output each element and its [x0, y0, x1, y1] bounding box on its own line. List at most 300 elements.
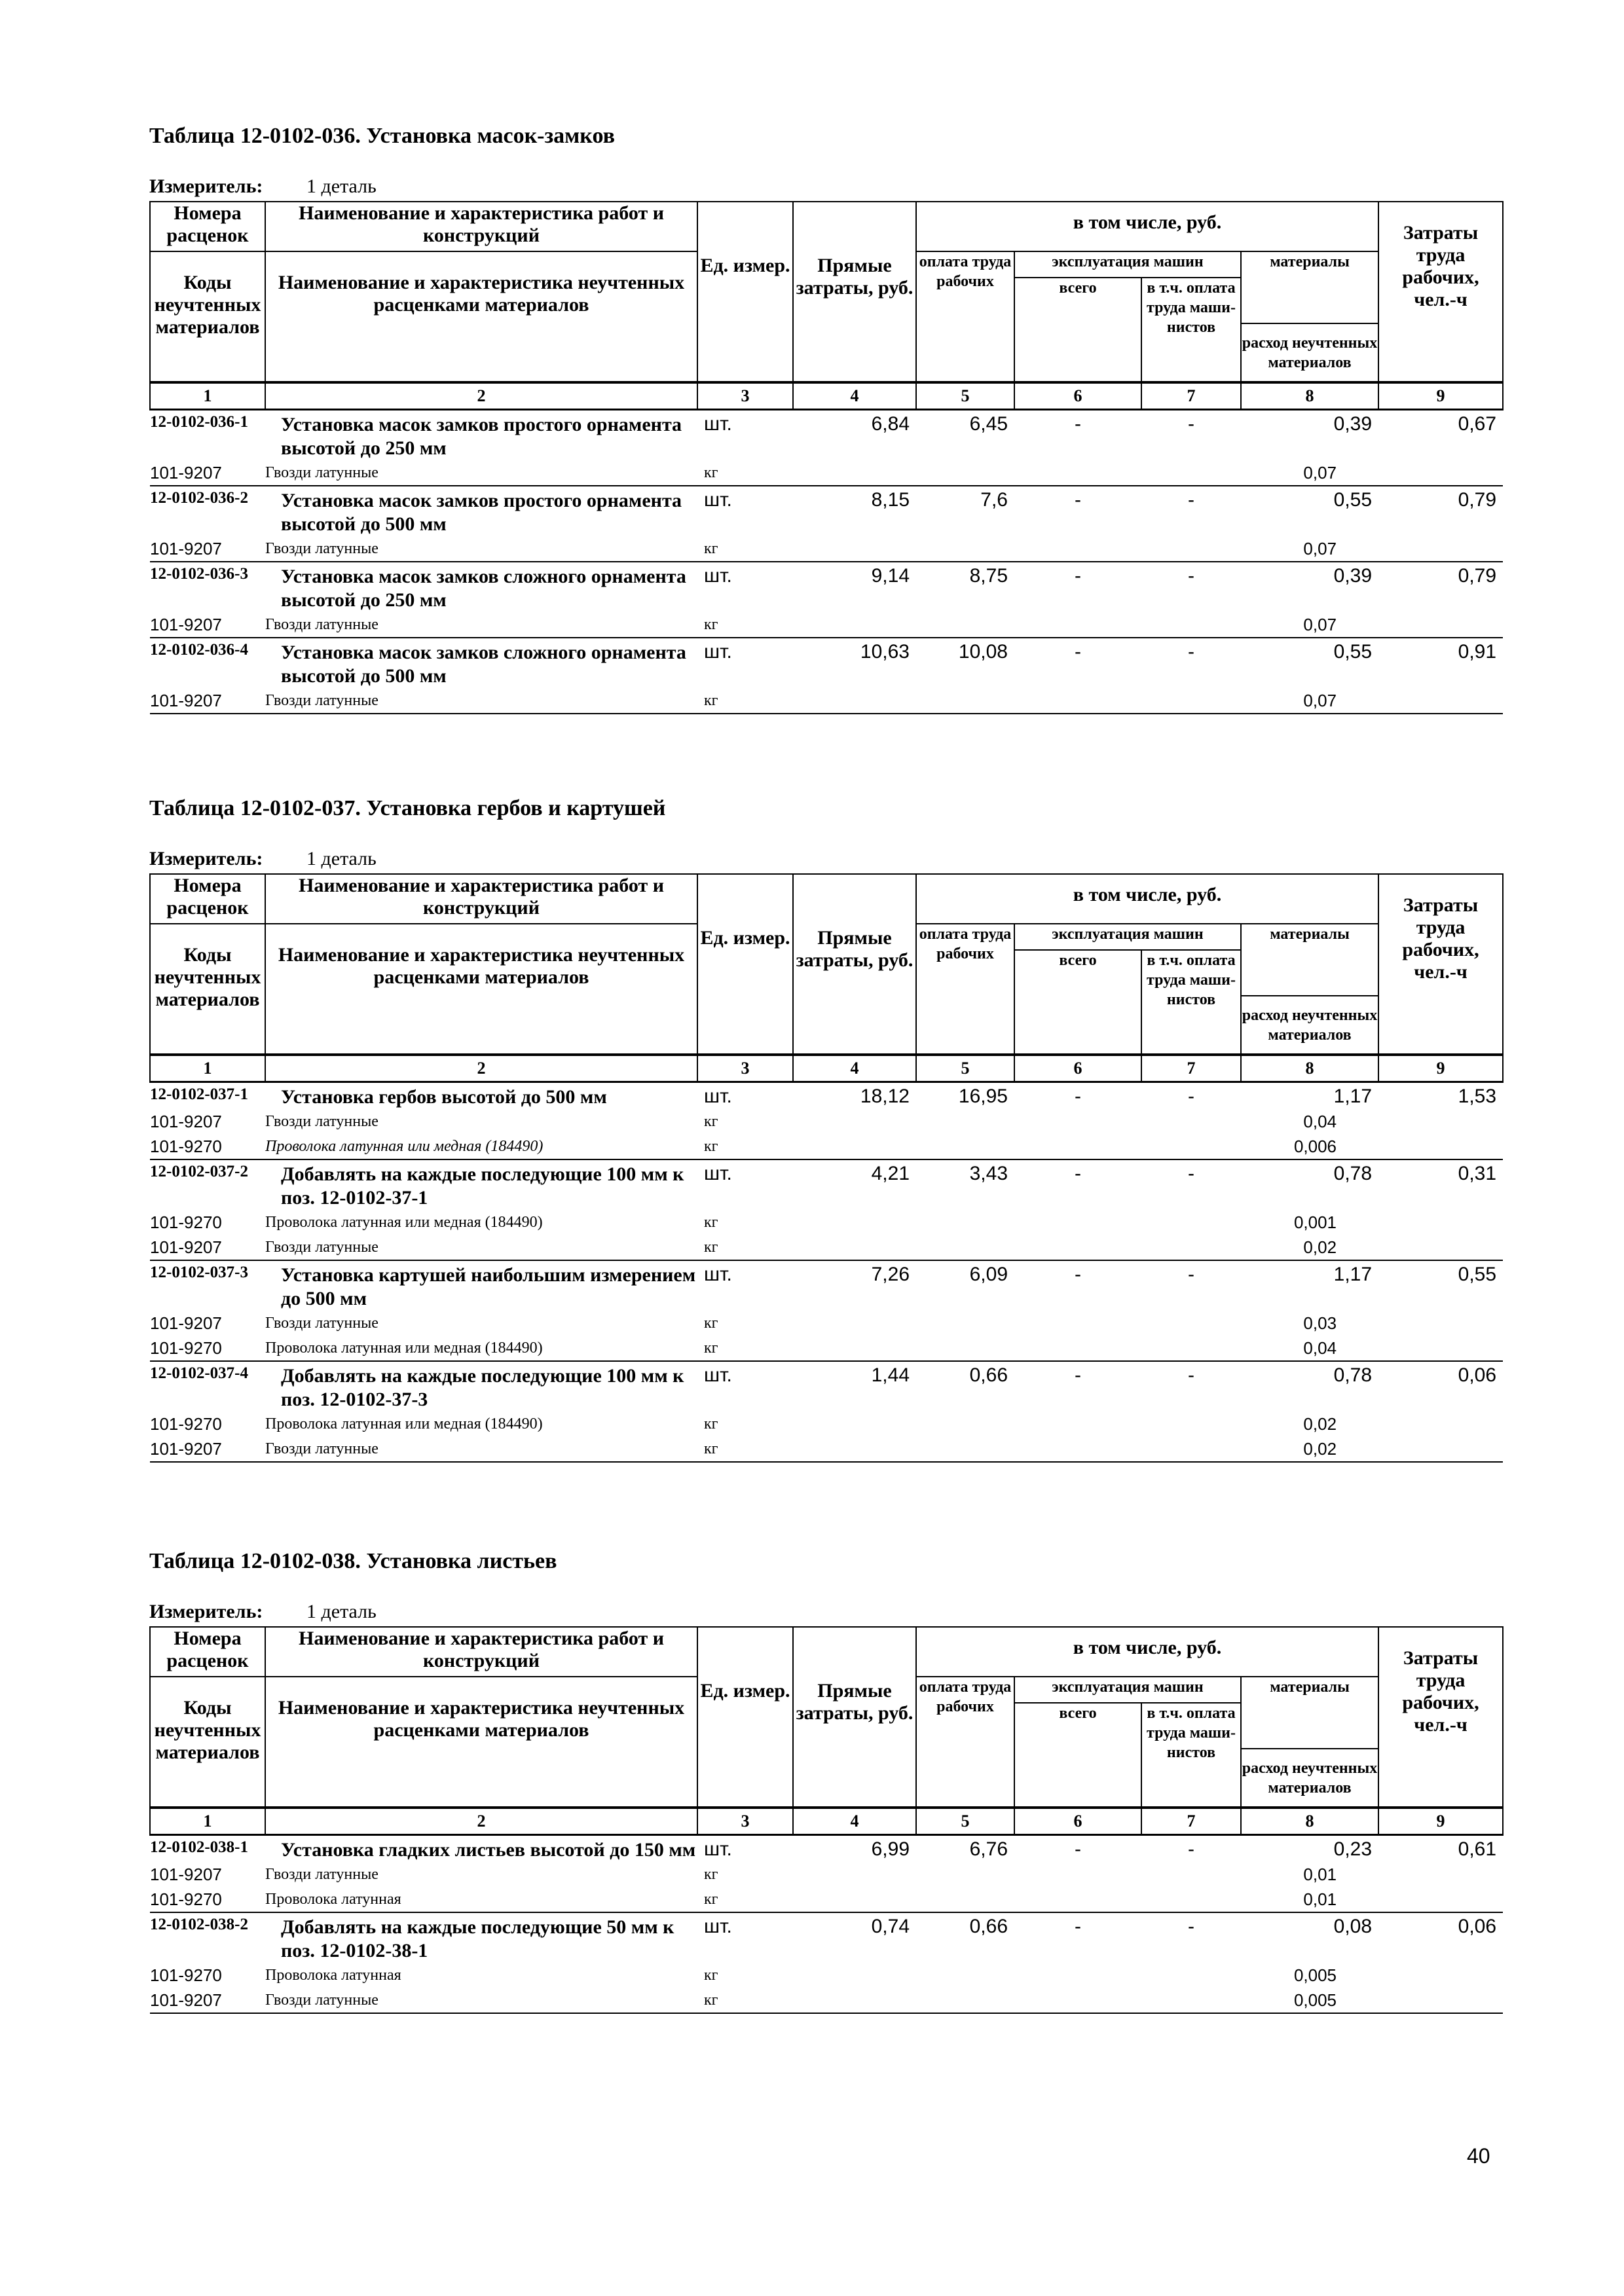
machines-total: -	[1075, 1264, 1081, 1285]
labor-hours: 1,53	[1458, 1085, 1497, 1107]
column-number: 4	[793, 1055, 916, 1082]
material-name: Проволока латунная или медная (184490)	[265, 1134, 697, 1159]
material-blank	[1378, 536, 1503, 562]
hdr-machines: эксплуатация машин	[1014, 251, 1241, 278]
rate-row	[150, 486, 1503, 536]
hdr-name-bottom: Наименование и характеристика неучтенных расценками материалов	[265, 251, 697, 382]
material-name: Гвозди латунные	[265, 460, 697, 486]
material-name: Гвозди латунные	[265, 1235, 697, 1260]
material-usage: 0,005	[1293, 1965, 1337, 1985]
rate-row	[150, 562, 1503, 612]
rate-code: 12-0102-036-3	[150, 565, 248, 583]
material-usage: 0,001	[1293, 1212, 1337, 1232]
material-row	[150, 1134, 1503, 1159]
material-unit: кг	[697, 460, 793, 486]
rate-name: Добавлять на каждые последующие 100 мм к поз. 12-0102-37-1	[281, 1163, 684, 1209]
rate-code: 12-0102-038-2	[150, 1916, 248, 1933]
rate-name: Добавлять на каждые последующие 50 мм к поз. 12-0102-38-1	[281, 1916, 674, 1961]
rate-name: Установка гладких листьев высотой до 150 мм	[281, 1839, 696, 1861]
table-body	[150, 1082, 1503, 1463]
material-unit: кг	[704, 1966, 718, 1984]
material-unit: кг	[697, 1235, 793, 1260]
material-unit: кг	[704, 1112, 718, 1130]
material-code: 101-9207	[150, 1436, 265, 1462]
column-number: 1	[150, 1808, 265, 1835]
hdr-unit: Ед. измер.	[697, 1627, 793, 1808]
direct-cost: 4,21	[871, 1163, 910, 1184]
material-blank	[1378, 1988, 1503, 2013]
material-row	[150, 1210, 1503, 1235]
material-row	[150, 688, 1503, 714]
column-number: 6	[1014, 1055, 1141, 1082]
column-number: 9	[1378, 382, 1503, 410]
rate-row	[150, 1082, 1503, 1110]
direct-cost: 1,44	[871, 1364, 910, 1386]
hdr-direct-cost: Прямые затраты, руб.	[793, 202, 916, 382]
rate-unit: шт.	[704, 1264, 732, 1285]
material-row	[150, 1963, 1503, 1988]
rate-code: 12-0102-036-2	[150, 489, 248, 507]
hdr-direct-cost: Прямые затраты, руб.	[793, 874, 916, 1055]
column-number: 9	[1378, 1808, 1503, 1835]
column-number: 7	[1141, 1808, 1241, 1835]
column-number: 1	[150, 1055, 265, 1082]
materials-cost: 0,78	[1333, 1364, 1373, 1386]
material-usage: 0,02	[1241, 1436, 1378, 1462]
rate-name: Установка масок замков сложного орнамента высотой до 500 мм	[281, 642, 686, 687]
column-number: 9	[1378, 1055, 1503, 1082]
machines-operator: -	[1188, 1364, 1194, 1386]
material-code: 101-9207	[150, 460, 265, 486]
column-number: 5	[916, 382, 1014, 410]
labor-hours: 0,06	[1458, 1916, 1497, 1937]
hdr-materials-spacer	[1241, 950, 1378, 996]
material-row	[150, 460, 1503, 486]
material-code: 101-9207	[150, 1313, 222, 1333]
materials-cost: 0,08	[1333, 1916, 1373, 1937]
column-number: 4	[793, 1808, 916, 1835]
material-name: Проволока латунная или медная (184490)	[265, 1336, 697, 1361]
column-number: 1	[150, 382, 265, 410]
rate-row	[150, 1260, 1503, 1311]
materials-cost: 1,17	[1333, 1085, 1373, 1107]
material-name: Проволока латунная или медная (184490)	[265, 1213, 543, 1231]
material-blank	[1378, 1336, 1503, 1361]
material-row	[150, 1235, 1503, 1260]
material-row	[150, 1887, 1503, 1912]
material-usage: 0,006	[1241, 1134, 1378, 1159]
direct-cost: 9,14	[871, 565, 910, 587]
machines-operator: -	[1188, 1916, 1194, 1937]
material-name: Гвозди латунные	[265, 536, 697, 562]
hdr-materials-usage: расход неучтенных материалов	[1241, 1749, 1378, 1808]
materials-cost: 0,39	[1333, 565, 1373, 587]
rate-code: 12-0102-036-1	[150, 413, 248, 431]
machines-total: -	[1075, 641, 1081, 663]
hdr-including: в том числе, руб.	[916, 1627, 1378, 1677]
materials-cost: 0,55	[1333, 489, 1373, 511]
material-unit: кг	[704, 1213, 718, 1231]
column-number: 6	[1014, 382, 1141, 410]
meter-label: Измеритель:	[149, 175, 263, 197]
material-blank	[1378, 612, 1503, 638]
direct-cost: 18,12	[860, 1085, 910, 1107]
hdr-labor-pay: оплата труда рабочих	[916, 251, 1014, 382]
labor-pay: 3,43	[969, 1163, 1008, 1184]
material-blank	[1378, 460, 1503, 486]
material-blank	[1378, 1311, 1503, 1336]
machines-operator: -	[1188, 1085, 1194, 1107]
material-usage: 0,03	[1303, 1313, 1337, 1333]
rate-code: 12-0102-036-4	[150, 641, 248, 659]
material-row	[150, 1862, 1503, 1887]
hdr-including: в том числе, руб.	[916, 202, 1378, 251]
material-row	[150, 1109, 1503, 1134]
rate-row	[150, 1835, 1503, 1863]
material-usage: 0,04	[1303, 1111, 1337, 1131]
rate-row	[150, 410, 1503, 461]
machines-total: -	[1075, 1163, 1081, 1184]
material-usage: 0,02	[1303, 1413, 1337, 1434]
rate-code: 12-0102-037-1	[150, 1085, 248, 1103]
hdr-name-top: Наименование и характеристика работ и конструкций	[265, 202, 697, 251]
machines-operator: -	[1188, 413, 1194, 435]
hdr-labor-pay: оплата труда рабочих	[916, 1677, 1014, 1808]
rate-row	[150, 1159, 1503, 1210]
material-row	[150, 536, 1503, 562]
table-body	[150, 1835, 1503, 2014]
material-usage: 0,01	[1241, 1887, 1378, 1912]
material-unit: кг	[697, 612, 793, 638]
hdr-name-bottom: Наименование и характеристика неучтенных расценками материалов	[265, 924, 697, 1055]
labor-hours: 0,61	[1458, 1838, 1497, 1860]
meter-line	[149, 1597, 1502, 1626]
hdr-machines: эксплуатация машин	[1014, 924, 1241, 950]
direct-cost: 8,15	[871, 489, 910, 511]
material-usage: 0,07	[1241, 460, 1378, 486]
column-number: 8	[1241, 382, 1378, 410]
hdr-materials: материалы	[1241, 1677, 1378, 1703]
labor-pay: 10,08	[958, 641, 1008, 663]
material-code: 101-9270	[150, 1212, 222, 1232]
meter-label: Измеритель:	[149, 1601, 263, 1622]
material-code: 101-9207	[150, 1988, 265, 2013]
material-code: 101-9207	[150, 1111, 222, 1131]
material-code: 101-9270	[150, 1336, 265, 1361]
hdr-materials-usage: расход неучтенных материалов	[1241, 996, 1378, 1055]
hdr-codes-top: Номера расценок	[150, 202, 265, 251]
material-blank	[1378, 688, 1503, 714]
rate-name: Установка картушей наибольшим измерением до 500 мм	[281, 1264, 696, 1309]
labor-pay: 0,66	[969, 1916, 1008, 1937]
meter-value: 1 деталь	[306, 175, 377, 197]
material-code: 101-9207	[150, 612, 265, 638]
material-row	[150, 1336, 1503, 1361]
column-number-row	[150, 1055, 1503, 1082]
labor-pay: 6,76	[969, 1838, 1008, 1860]
material-blank	[793, 1134, 1241, 1159]
hdr-labor-cost: Затраты труда рабочих, чел.-ч	[1378, 202, 1503, 382]
material-blank	[793, 612, 1241, 638]
direct-cost: 0,74	[871, 1916, 910, 1937]
material-usage: 0,02	[1241, 1235, 1378, 1260]
hdr-codes-bottom: Коды неучтенных материалов	[150, 924, 265, 1055]
hdr-labor-pay: оплата труда рабочих	[916, 924, 1014, 1055]
hdr-machines-total: всего	[1014, 1703, 1141, 1808]
machines-operator: -	[1188, 565, 1194, 587]
rate-name: Добавлять на каждые последующие 100 мм к поз. 12-0102-37-3	[281, 1365, 684, 1410]
direct-cost: 10,63	[860, 641, 910, 663]
material-blank	[1378, 1412, 1503, 1436]
rates-table	[149, 201, 1504, 714]
materials-cost: 0,78	[1333, 1163, 1373, 1184]
rates-table	[149, 1626, 1504, 2014]
labor-hours: 0,79	[1458, 565, 1497, 587]
rate-unit: шт.	[704, 1364, 732, 1386]
machines-operator: -	[1188, 1838, 1194, 1860]
machines-operator: -	[1188, 1264, 1194, 1285]
meter-line	[149, 845, 1502, 873]
hdr-including: в том числе, руб.	[916, 874, 1378, 924]
hdr-machines-operator: в т.ч. оплата труда маши-нистов	[1141, 278, 1241, 382]
material-unit: кг	[697, 1988, 793, 2013]
hdr-machines-total: всего	[1014, 278, 1141, 382]
column-number: 3	[697, 1055, 793, 1082]
material-blank	[1378, 1109, 1503, 1134]
column-number: 4	[793, 382, 916, 410]
materials-cost: 1,17	[1333, 1264, 1373, 1285]
labor-pay: 0,66	[969, 1364, 1008, 1386]
machines-operator: -	[1188, 641, 1194, 663]
materials-cost: 0,55	[1333, 641, 1373, 663]
hdr-codes-top: Номера расценок	[150, 1627, 265, 1677]
machines-total: -	[1075, 413, 1081, 435]
labor-hours: 0,91	[1458, 641, 1497, 663]
material-blank	[1378, 1210, 1503, 1235]
rate-unit: шт.	[704, 1838, 732, 1860]
material-code: 101-9207	[150, 536, 265, 562]
material-name: Проволока латунная или медная (184490)	[265, 1415, 543, 1432]
material-row	[150, 1988, 1503, 2013]
machines-total: -	[1075, 1085, 1081, 1107]
column-number: 6	[1014, 1808, 1141, 1835]
material-code: 101-9270	[150, 1965, 222, 1985]
column-number: 7	[1141, 382, 1241, 410]
table-body	[150, 410, 1503, 714]
column-number: 2	[265, 1808, 697, 1835]
column-number: 8	[1241, 1808, 1378, 1835]
material-unit: кг	[697, 1336, 793, 1361]
rates-table	[149, 873, 1504, 1463]
table-section-037	[149, 792, 1502, 1463]
rate-row	[150, 638, 1503, 688]
material-usage: 0,07	[1241, 536, 1378, 562]
rate-unit: шт.	[704, 1085, 732, 1107]
material-code: 101-9207	[150, 1235, 265, 1260]
hdr-machines-operator: в т.ч. оплата труда маши-нистов	[1141, 1703, 1241, 1808]
rate-name: Установка масок замков простого орнамента высотой до 500 мм	[281, 490, 682, 535]
material-blank	[793, 688, 1241, 714]
labor-pay: 7,6	[980, 489, 1008, 511]
hdr-machines-operator: в т.ч. оплата труда маши-нистов	[1141, 950, 1241, 1055]
column-number: 5	[916, 1055, 1014, 1082]
material-name: Проволока латунная	[265, 1966, 401, 1984]
rate-row	[150, 1912, 1503, 1963]
material-blank	[1378, 1963, 1503, 1988]
hdr-materials-usage: расход неучтенных материалов	[1241, 323, 1378, 382]
material-unit: кг	[697, 688, 793, 714]
rate-unit: шт.	[704, 565, 732, 587]
material-code: 101-9207	[150, 1864, 222, 1884]
material-unit: кг	[697, 1436, 793, 1462]
material-blank	[793, 1862, 1241, 1887]
material-code: 101-9207	[150, 688, 265, 714]
material-name: Гвозди латунные	[265, 1865, 378, 1883]
material-unit: кг	[697, 1887, 793, 1912]
material-usage: 0,07	[1241, 612, 1378, 638]
hdr-name-top: Наименование и характеристика работ и конструкций	[265, 874, 697, 924]
column-number: 2	[265, 1055, 697, 1082]
materials-cost: 0,23	[1333, 1838, 1373, 1860]
material-name: Гвозди латунные	[265, 1314, 378, 1332]
rate-row	[150, 1361, 1503, 1412]
labor-hours: 0,31	[1458, 1163, 1497, 1184]
hdr-direct-cost: Прямые затраты, руб.	[793, 1627, 916, 1808]
material-blank	[1378, 1436, 1503, 1462]
hdr-codes-bottom: Коды неучтенных материалов	[150, 1677, 265, 1808]
rate-unit: шт.	[704, 489, 732, 511]
hdr-name-bottom: Наименование и характеристика неучтенных расценками материалов	[265, 1677, 697, 1808]
hdr-name-top: Наименование и характеристика работ и конструкций	[265, 1627, 697, 1677]
labor-hours: 0,79	[1458, 489, 1497, 511]
material-name: Гвозди латунные	[265, 1112, 378, 1130]
material-blank	[793, 1336, 1241, 1361]
material-blank	[793, 1988, 1241, 2013]
material-code: 101-9270	[150, 1413, 222, 1434]
rate-code: 12-0102-038-1	[150, 1838, 248, 1856]
machines-operator: -	[1188, 489, 1194, 511]
machines-total: -	[1075, 1916, 1081, 1937]
labor-hours: 0,55	[1458, 1264, 1497, 1285]
labor-pay: 6,45	[969, 413, 1008, 435]
material-unit: кг	[704, 1865, 718, 1883]
machines-total: -	[1075, 1838, 1081, 1860]
hdr-labor-cost: Затраты труда рабочих, чел.-ч	[1378, 1627, 1503, 1808]
column-number: 8	[1241, 1055, 1378, 1082]
material-name: Гвозди латунные	[265, 1436, 697, 1462]
material-name: Проволока латунная	[265, 1887, 697, 1912]
rate-name: Установка гербов высотой до 500 мм	[281, 1086, 607, 1108]
material-blank	[793, 536, 1241, 562]
table-section-036	[149, 120, 1502, 714]
hdr-materials-spacer	[1241, 1703, 1378, 1749]
material-blank	[793, 460, 1241, 486]
rate-code: 12-0102-037-4	[150, 1364, 248, 1382]
material-row	[150, 1311, 1503, 1336]
rate-code: 12-0102-037-3	[150, 1264, 248, 1281]
material-blank	[1378, 1862, 1503, 1887]
machines-total: -	[1075, 1364, 1081, 1386]
rate-unit: шт.	[704, 1163, 732, 1184]
direct-cost: 7,26	[871, 1264, 910, 1285]
material-code: 101-9270	[150, 1887, 265, 1912]
rate-code: 12-0102-037-2	[150, 1163, 248, 1180]
labor-hours: 0,06	[1458, 1364, 1497, 1386]
labor-pay: 8,75	[969, 565, 1008, 587]
labor-hours: 0,67	[1458, 413, 1497, 435]
machines-total: -	[1075, 565, 1081, 587]
material-row	[150, 612, 1503, 638]
material-blank	[793, 1109, 1241, 1134]
material-blank	[1378, 1887, 1503, 1912]
material-unit: кг	[704, 1415, 718, 1432]
column-number: 3	[697, 1808, 793, 1835]
labor-pay: 6,09	[969, 1264, 1008, 1285]
material-name: Гвозди латунные	[265, 612, 697, 638]
column-number: 5	[916, 1808, 1014, 1835]
hdr-materials-spacer	[1241, 278, 1378, 323]
material-code: 101-9270	[150, 1134, 265, 1159]
column-number-row	[150, 1808, 1503, 1835]
material-unit: кг	[697, 1134, 793, 1159]
direct-cost: 6,84	[871, 413, 910, 435]
material-usage: 0,07	[1241, 688, 1378, 714]
material-blank	[1378, 1235, 1503, 1260]
hdr-unit: Ед. измер.	[697, 202, 793, 382]
rate-name: Установка масок замков сложного орнамента высотой до 250 мм	[281, 566, 686, 611]
meter-value: 1 деталь	[306, 848, 377, 869]
rate-unit: шт.	[704, 641, 732, 663]
page-number: 40	[1467, 2144, 1490, 2168]
rate-unit: шт.	[704, 413, 732, 435]
rate-name: Установка масок замков простого орнамента высотой до 250 мм	[281, 414, 682, 459]
labor-pay: 16,95	[958, 1085, 1008, 1107]
table-section-038	[149, 1545, 1502, 2014]
hdr-codes-bottom: Коды неучтенных материалов	[150, 251, 265, 382]
material-name: Гвозди латунные	[265, 688, 697, 714]
material-blank	[1378, 1134, 1503, 1159]
hdr-codes-top: Номера расценок	[150, 874, 265, 924]
column-number: 3	[697, 382, 793, 410]
material-usage: 0,01	[1303, 1864, 1337, 1884]
material-blank	[793, 1311, 1241, 1336]
material-blank	[793, 1887, 1241, 1912]
material-blank	[793, 1963, 1241, 1988]
table-title: Таблица 12-0102-036. Установка масок-замков	[149, 124, 615, 148]
table-title: Таблица 12-0102-038. Установка листьев	[149, 1549, 557, 1573]
hdr-machines-total: всего	[1014, 950, 1141, 1055]
material-name: Гвозди латунные	[265, 1988, 697, 2013]
meter-label: Измеритель:	[149, 848, 263, 869]
column-number: 2	[265, 382, 697, 410]
hdr-materials: материалы	[1241, 924, 1378, 950]
material-unit: кг	[697, 536, 793, 562]
meter-value: 1 деталь	[306, 1601, 377, 1622]
direct-cost: 6,99	[871, 1838, 910, 1860]
material-row	[150, 1412, 1503, 1436]
table-title: Таблица 12-0102-037. Установка гербов и картушей	[149, 796, 666, 820]
hdr-labor-cost: Затраты труда рабочих, чел.-ч	[1378, 874, 1503, 1055]
material-row	[150, 1436, 1503, 1462]
material-blank	[793, 1412, 1241, 1436]
column-number: 7	[1141, 1055, 1241, 1082]
machines-total: -	[1075, 489, 1081, 511]
meter-line	[149, 172, 1502, 201]
material-blank	[793, 1235, 1241, 1260]
machines-operator: -	[1188, 1163, 1194, 1184]
material-unit: кг	[704, 1314, 718, 1332]
hdr-machines: эксплуатация машин	[1014, 1677, 1241, 1703]
